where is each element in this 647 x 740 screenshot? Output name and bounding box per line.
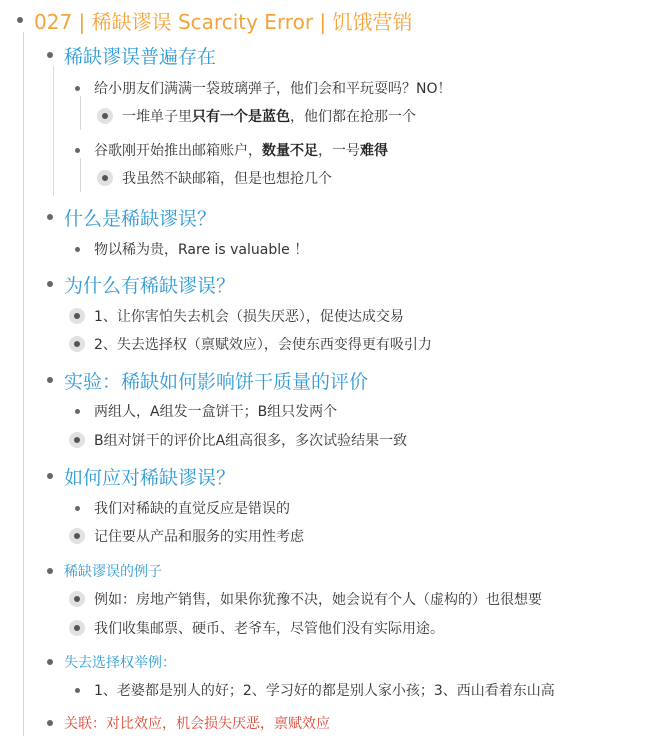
item-text: 我虽然不缺邮箱，但是也想抢几个 <box>122 171 332 187</box>
list-item-grab-some[interactable] <box>0 168 332 188</box>
item-text: B组对饼干的评价比A组高很多，多次试验结果一致 <box>94 433 408 449</box>
collapsed-bullet-icon[interactable] <box>69 432 85 448</box>
section-lose-choice-examples[interactable] <box>0 651 176 673</box>
section-experiment[interactable] <box>0 367 368 393</box>
item-text: 我们收集邮票、硬币、老爷车，尽管他们没有实际用途。 <box>94 621 444 637</box>
section-bullet-icon[interactable] <box>47 214 53 220</box>
collapsed-bullet-icon[interactable] <box>69 308 85 324</box>
item-bullet-icon[interactable] <box>75 409 80 414</box>
list-item-two-groups[interactable] <box>0 401 337 421</box>
item-text: 记住要从产品和服务的实用性考虑 <box>94 529 304 545</box>
item-text: 2、失去选择权（禀赋效应），会使东西变得更有吸引力 <box>94 337 432 353</box>
list-item-real-estate[interactable] <box>0 589 542 609</box>
section-bullet-icon[interactable] <box>47 568 53 574</box>
item-text: 一堆单子里只有一个是蓝色，他们都在抢那一个 <box>122 109 416 125</box>
item-text: 给小朋友们满满一袋玻璃弹子，他们会和平玩耍吗？NO！ <box>94 81 452 97</box>
root-bullet-icon[interactable] <box>17 17 23 23</box>
list-item-intuition-wrong[interactable] <box>0 498 290 518</box>
section-what-is[interactable] <box>0 204 216 230</box>
section-how-to-respond[interactable] <box>0 463 235 489</box>
section-title: 实验：稀缺如何影响饼干质量的评价 <box>64 370 369 393</box>
section-scarcity-common[interactable] <box>0 42 216 68</box>
list-item-fear-loss[interactable] <box>0 306 404 326</box>
item-bullet-icon[interactable] <box>75 247 80 252</box>
collapsed-bullet-icon[interactable] <box>97 108 113 124</box>
item-text: 1、老婆都是别人的好；2、学习好的都是别人家小孩；3、西山看着东山高 <box>94 683 555 699</box>
section-title: 稀缺谬误的例子 <box>64 564 162 580</box>
section-title: 如何应对稀缺谬误？ <box>64 466 236 489</box>
section-bullet-icon[interactable] <box>47 720 53 726</box>
list-item-practicality[interactable] <box>0 526 304 546</box>
list-item-marbles[interactable] <box>0 78 452 98</box>
list-item-group-b[interactable] <box>0 430 407 450</box>
item-bullet-icon[interactable] <box>75 688 80 693</box>
item-bullet-icon[interactable] <box>75 86 80 91</box>
list-item-lose-choice[interactable] <box>0 334 432 354</box>
section-why[interactable] <box>0 271 235 297</box>
collapsed-bullet-icon[interactable] <box>97 170 113 186</box>
item-text: 谷歌刚开始推出邮箱账户，数量不足，一号难得 <box>94 143 388 159</box>
collapsed-bullet-icon[interactable] <box>69 591 85 607</box>
section-title: 失去选择权举例： <box>64 655 176 671</box>
section-bullet-icon[interactable] <box>47 659 53 665</box>
section-bullet-icon[interactable] <box>47 377 53 383</box>
section-bullet-icon[interactable] <box>47 52 53 58</box>
section-title: 什么是稀缺谬误？ <box>64 207 217 230</box>
list-item-collecting[interactable] <box>0 618 444 638</box>
section-related[interactable] <box>0 712 330 734</box>
section-examples[interactable] <box>0 560 162 582</box>
item-text: 1、让你害怕失去机会（损失厌恶），促使达成交易 <box>94 309 404 325</box>
related-text: 关联：对比效应，机会损失厌恶，禀赋效应 <box>64 716 330 732</box>
section-bullet-icon[interactable] <box>47 473 53 479</box>
item-bullet-icon[interactable] <box>75 148 80 153</box>
collapsed-bullet-icon[interactable] <box>69 620 85 636</box>
item-text: 物以稀为贵，Rare is valuable ！ <box>94 242 309 258</box>
section-title: 稀缺谬误普遍存在 <box>64 45 217 68</box>
collapsed-bullet-icon[interactable] <box>69 528 85 544</box>
root-node[interactable] <box>0 7 413 33</box>
section-title: 为什么有稀缺谬误？ <box>64 274 236 297</box>
list-item-gmail[interactable] <box>0 140 388 160</box>
item-text: 例如：房地产销售，如果你犹豫不决，她会说有个人（虚构的）也很想要 <box>94 592 542 608</box>
item-bullet-icon[interactable] <box>75 506 80 511</box>
list-item-rare-valuable[interactable] <box>0 239 308 259</box>
collapsed-bullet-icon[interactable] <box>69 336 85 352</box>
item-text: 两组人，A组发一盒饼干；B组只发两个 <box>94 404 338 420</box>
item-text: 我们对稀缺的直觉反应是错误的 <box>94 501 290 517</box>
list-item-grass-greener[interactable] <box>0 680 555 700</box>
root-title: 027 | 稀缺谬误 Scarcity Error | 饥饿营销 <box>34 9 413 34</box>
list-item-blue-one[interactable] <box>0 106 416 126</box>
section-bullet-icon[interactable] <box>47 281 53 287</box>
